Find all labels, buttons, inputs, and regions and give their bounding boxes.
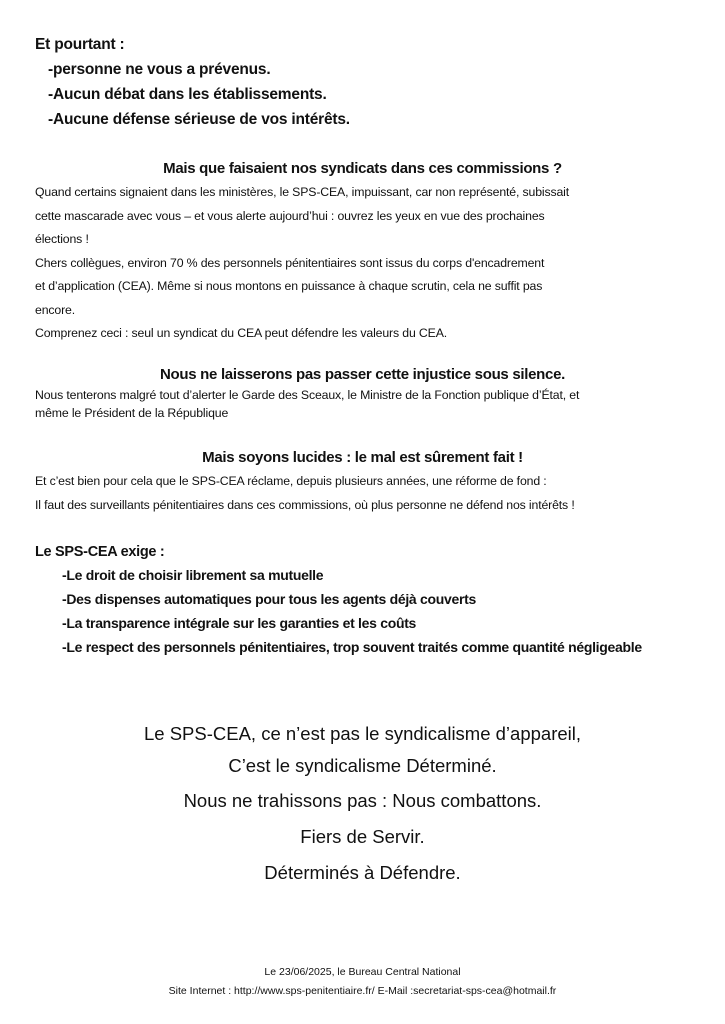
footer-contact: Site Internet : http://www.sps-penitentiaire.fr/ E-Mail :secretariat-sps-cea@hotmail.fr	[168, 985, 557, 997]
body-line: Il faut des surveillants pénitentiaires dans ces commissions, où plus personne ne défend nos intérêts !	[35, 497, 575, 512]
body-line: Chers collègues, environ 70 % des personnels pénitentiaires sont issus du corps d'encadrement	[35, 255, 545, 270]
body-line: élections !	[35, 232, 89, 246]
demand-item: -Le droit de choisir librement sa mutuelle	[62, 567, 324, 583]
demand-item: -La transparence intégrale sur les garanties et les coûts	[62, 615, 417, 631]
closing-line: Nous ne trahissons pas : Nous combattons.	[183, 790, 542, 811]
section3-body	[35, 470, 575, 517]
closing-line: Déterminés à Défendre.	[264, 862, 461, 883]
body-line: Quand certains signaient dans les ministères, le SPS-CEA, impuissant, car non représenté, subissait	[35, 185, 569, 199]
section-title: Nous ne laisserons pas passer cette injustice sous silence.	[160, 366, 565, 383]
body-line: Comprenez ceci : seul un syndicat du CEA peut défendre les valeurs du CEA.	[35, 326, 448, 340]
footer-date: Le 23/06/2025, le Bureau Central National	[264, 966, 461, 978]
section-title: Mais que faisaient nos syndicats dans ces commissions ?	[163, 160, 562, 177]
section2-body	[35, 386, 579, 422]
body-line: encore.	[35, 302, 75, 317]
closing-line: C’est le syndicalisme Déterminé.	[228, 755, 497, 776]
demand-item: -Des dispenses automatiques pour tous les agents déjà couverts	[62, 591, 476, 607]
intro-item: -Aucune défense sérieuse de vos intérêts.	[48, 111, 350, 128]
section-title: Mais soyons lucides : le mal est sûrement fait !	[202, 449, 523, 466]
section1-body	[35, 181, 569, 346]
intro-item: -Aucun débat dans les établissements.	[48, 86, 327, 103]
intro-heading: Et pourtant :	[35, 36, 125, 53]
closing-line: Fiers de Servir.	[300, 826, 425, 847]
demands-title: Le SPS-CEA exige :	[35, 544, 165, 560]
body-line: cette mascarade avec vous – et vous alerte aujourd’hui : ouvrez les yeux en vue des prochaines	[35, 208, 545, 223]
body-line: et d’application (CEA). Même si nous montons en puissance à chaque scrutin, cela ne suffit pas	[35, 279, 543, 293]
body-line: Et c’est bien pour cela que le SPS-CEA réclame, depuis plusieurs années, une réforme de fond :	[35, 474, 547, 488]
closing-line: Le SPS-CEA, ce n’est pas le syndicalisme d’appareil,	[143, 723, 582, 744]
demand-item: -Le respect des personnels pénitentiaires, trop souvent traités comme quantité négligeable	[62, 639, 642, 655]
body-line: Nous tenterons malgré tout d’alerter le Garde des Sceaux, le Ministre de la Fonction publique d’État, et	[35, 388, 580, 402]
body-line: même le Président de la République	[35, 406, 229, 420]
intro-item: -personne ne vous a prévenus.	[48, 61, 271, 78]
